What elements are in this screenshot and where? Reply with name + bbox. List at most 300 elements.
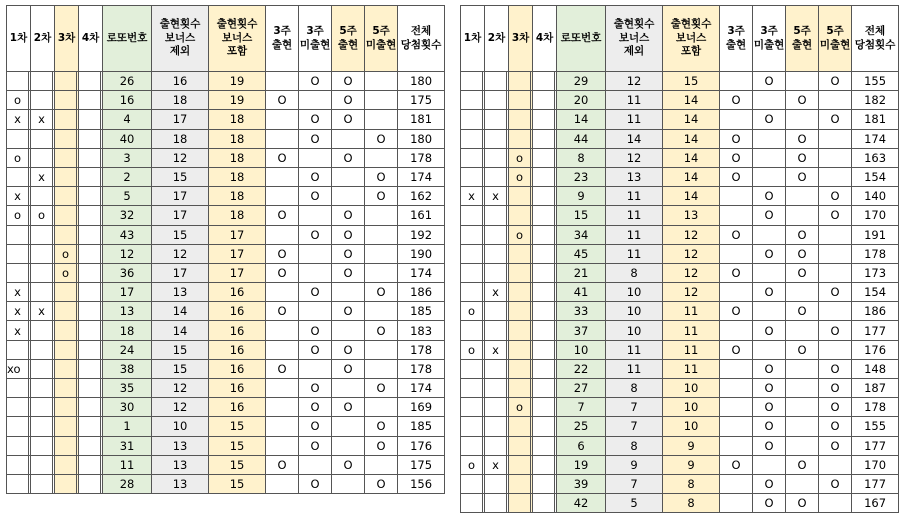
three-week-not-appeared-cell: O <box>299 225 332 244</box>
history-1cha <box>461 129 483 148</box>
history-4cha <box>533 263 555 282</box>
lotto-number-cell: 38 <box>103 359 152 378</box>
lotto-number-cell: 44 <box>557 129 606 148</box>
total-wins-cell: 154 <box>852 283 899 302</box>
history-2cha <box>485 167 507 186</box>
total-wins-cell: 181 <box>852 110 899 129</box>
count-incl-bonus-cell: 14 <box>663 110 720 129</box>
three-week-not-appeared-cell: O <box>753 398 786 417</box>
history-1cha <box>7 455 29 474</box>
history-1cha: x <box>7 187 29 206</box>
table-row <box>7 398 445 417</box>
table-row <box>461 110 899 129</box>
three-week-not-appeared-cell: O <box>299 321 332 340</box>
history-2cha: x <box>485 455 507 474</box>
count-incl-bonus-cell: 16 <box>209 283 266 302</box>
history-3cha: o <box>55 244 77 263</box>
history-2cha: x <box>31 302 53 321</box>
table-row <box>461 148 899 167</box>
three-week-not-appeared-cell: O <box>299 167 332 186</box>
history-1cha <box>461 436 483 455</box>
header-row <box>461 6 899 72</box>
history-3cha <box>509 129 531 148</box>
count-excl-bonus-cell: 10 <box>152 417 209 436</box>
history-2cha <box>31 72 53 91</box>
count-incl-bonus-cell: 18 <box>209 206 266 225</box>
three-week-appeared-cell <box>720 379 753 398</box>
history-3cha <box>509 321 531 340</box>
header-1cha: 1차 <box>7 6 31 72</box>
five-week-not-appeared-cell <box>365 72 398 91</box>
history-2cha <box>485 321 507 340</box>
count-incl-bonus-cell: 15 <box>663 72 720 91</box>
history-2cha: o <box>31 206 53 225</box>
history-3cha <box>55 379 77 398</box>
five-week-not-appeared-cell <box>365 110 398 129</box>
history-4cha <box>533 244 555 263</box>
lotto-number-cell: 11 <box>103 455 152 474</box>
five-week-appeared-cell: O <box>332 91 365 110</box>
table-row <box>7 417 445 436</box>
five-week-not-appeared-cell <box>819 244 852 263</box>
five-week-not-appeared-cell <box>819 148 852 167</box>
three-week-not-appeared-cell <box>753 91 786 110</box>
three-week-not-appeared-cell <box>753 129 786 148</box>
history-4cha <box>533 359 555 378</box>
five-week-not-appeared-cell: O <box>365 167 398 186</box>
total-wins-cell: 162 <box>398 187 445 206</box>
count-incl-bonus-cell: 11 <box>663 321 720 340</box>
three-week-not-appeared-cell: O <box>299 283 332 302</box>
count-excl-bonus-cell: 14 <box>152 321 209 340</box>
count-incl-bonus-cell: 12 <box>663 263 720 282</box>
count-incl-bonus-cell: 14 <box>663 91 720 110</box>
history-1cha <box>461 359 483 378</box>
header-3week-appeared: 3주 출현 <box>720 6 753 72</box>
five-week-not-appeared-cell: O <box>365 321 398 340</box>
header-count-excl-bonus: 출현횟수 보너스 제외 <box>606 6 663 72</box>
count-excl-bonus-cell: 11 <box>606 244 663 263</box>
total-wins-cell: 186 <box>852 302 899 321</box>
total-wins-cell: 191 <box>852 225 899 244</box>
history-2cha <box>31 321 53 340</box>
count-excl-bonus-cell: 15 <box>152 167 209 186</box>
count-excl-bonus-cell: 7 <box>606 398 663 417</box>
header-1cha: 1차 <box>461 6 485 72</box>
count-incl-bonus-cell: 18 <box>209 110 266 129</box>
lotto-number-cell: 22 <box>557 359 606 378</box>
lotto-number-cell: 3 <box>103 148 152 167</box>
count-excl-bonus-cell: 11 <box>606 187 663 206</box>
count-excl-bonus-cell: 18 <box>152 129 209 148</box>
history-3cha <box>509 494 531 513</box>
three-week-not-appeared-cell: O <box>753 187 786 206</box>
history-2cha <box>31 244 53 263</box>
three-week-not-appeared-cell: O <box>299 110 332 129</box>
history-3cha <box>55 91 77 110</box>
three-week-appeared-cell: O <box>720 91 753 110</box>
history-4cha <box>533 417 555 436</box>
count-incl-bonus-cell: 14 <box>663 167 720 186</box>
count-incl-bonus-cell: 8 <box>663 474 720 493</box>
history-3cha <box>55 359 77 378</box>
count-incl-bonus-cell: 12 <box>663 225 720 244</box>
history-3cha <box>55 187 77 206</box>
history-1cha <box>7 225 29 244</box>
lotto-number-cell: 5 <box>103 187 152 206</box>
history-4cha <box>533 283 555 302</box>
three-week-appeared-cell: O <box>266 148 299 167</box>
history-3cha <box>509 72 531 91</box>
three-week-not-appeared-cell <box>753 455 786 474</box>
five-week-not-appeared-cell: O <box>365 187 398 206</box>
five-week-appeared-cell <box>786 359 819 378</box>
three-week-not-appeared-cell <box>299 302 332 321</box>
header-lotto-number: 로또번호 <box>557 6 606 72</box>
five-week-not-appeared-cell <box>819 263 852 282</box>
history-2cha <box>31 91 53 110</box>
history-3cha: o <box>509 225 531 244</box>
header-5week-appeared: 5주 출현 <box>786 6 819 72</box>
history-1cha <box>461 494 483 513</box>
five-week-appeared-cell: O <box>786 129 819 148</box>
count-excl-bonus-cell: 12 <box>152 148 209 167</box>
left-lotto-table <box>6 5 445 494</box>
history-4cha <box>533 494 555 513</box>
history-4cha <box>79 225 101 244</box>
history-2cha <box>485 110 507 129</box>
total-wins-cell: 170 <box>852 455 899 474</box>
history-4cha <box>79 436 101 455</box>
history-4cha <box>79 72 101 91</box>
three-week-not-appeared-cell <box>299 91 332 110</box>
history-2cha <box>485 379 507 398</box>
lotto-number-cell: 14 <box>557 110 606 129</box>
count-excl-bonus-cell: 10 <box>606 302 663 321</box>
total-wins-cell: 180 <box>398 129 445 148</box>
history-3cha <box>55 72 77 91</box>
history-2cha <box>31 455 53 474</box>
count-incl-bonus-cell: 19 <box>209 91 266 110</box>
lotto-number-cell: 8 <box>557 148 606 167</box>
history-3cha: o <box>509 167 531 186</box>
total-wins-cell: 187 <box>852 379 899 398</box>
history-3cha <box>509 206 531 225</box>
total-wins-cell: 170 <box>852 206 899 225</box>
history-3cha: o <box>509 148 531 167</box>
three-week-not-appeared-cell <box>299 148 332 167</box>
history-2cha <box>485 148 507 167</box>
count-incl-bonus-cell: 15 <box>209 474 266 493</box>
three-week-not-appeared-cell: O <box>299 474 332 493</box>
table-row <box>461 167 899 186</box>
three-week-appeared-cell: O <box>720 340 753 359</box>
three-week-not-appeared-cell: O <box>299 379 332 398</box>
history-1cha <box>7 263 29 282</box>
history-1cha <box>7 340 29 359</box>
lotto-number-cell: 39 <box>557 474 606 493</box>
history-4cha <box>79 398 101 417</box>
history-2cha <box>31 187 53 206</box>
total-wins-cell: 190 <box>398 244 445 263</box>
header-lotto-number: 로또번호 <box>103 6 152 72</box>
five-week-appeared-cell <box>786 72 819 91</box>
history-4cha <box>533 148 555 167</box>
history-2cha: x <box>485 283 507 302</box>
total-wins-cell: 185 <box>398 302 445 321</box>
history-1cha: x <box>7 110 29 129</box>
five-week-not-appeared-cell <box>365 206 398 225</box>
count-excl-bonus-cell: 5 <box>606 494 663 513</box>
table-row <box>461 359 899 378</box>
three-week-appeared-cell: O <box>266 359 299 378</box>
lotto-number-cell: 15 <box>557 206 606 225</box>
three-week-appeared-cell <box>720 494 753 513</box>
three-week-not-appeared-cell: O <box>299 129 332 148</box>
header-count-incl-bonus: 출현횟수 보너스 포함 <box>663 6 720 72</box>
five-week-not-appeared-cell <box>365 340 398 359</box>
header-count-incl-bonus: 출현횟수 보너스 포함 <box>209 6 266 72</box>
three-week-appeared-cell: O <box>266 206 299 225</box>
history-3cha <box>509 244 531 263</box>
three-week-appeared-cell <box>720 244 753 263</box>
table-row <box>461 263 899 282</box>
history-3cha <box>55 455 77 474</box>
history-1cha <box>7 474 29 493</box>
three-week-appeared-cell <box>720 474 753 493</box>
table-row <box>461 187 899 206</box>
three-week-appeared-cell: O <box>720 302 753 321</box>
history-4cha <box>79 91 101 110</box>
five-week-appeared-cell: O <box>332 225 365 244</box>
three-week-appeared-cell <box>720 110 753 129</box>
table-row <box>461 244 899 263</box>
history-2cha <box>485 244 507 263</box>
table-row <box>7 148 445 167</box>
table-row <box>461 340 899 359</box>
count-incl-bonus-cell: 16 <box>209 321 266 340</box>
header-2cha: 2차 <box>31 6 55 72</box>
count-excl-bonus-cell: 12 <box>606 148 663 167</box>
count-excl-bonus-cell: 12 <box>606 72 663 91</box>
three-week-appeared-cell <box>266 187 299 206</box>
three-week-appeared-cell <box>720 206 753 225</box>
lotto-number-cell: 36 <box>103 263 152 282</box>
total-wins-cell: 156 <box>398 474 445 493</box>
history-3cha <box>55 321 77 340</box>
history-3cha <box>509 340 531 359</box>
history-4cha <box>79 263 101 282</box>
lotto-number-cell: 26 <box>103 72 152 91</box>
count-excl-bonus-cell: 11 <box>606 206 663 225</box>
table-row <box>7 321 445 340</box>
history-3cha <box>55 283 77 302</box>
lotto-number-cell: 17 <box>103 283 152 302</box>
five-week-not-appeared-cell <box>365 359 398 378</box>
total-wins-cell: 178 <box>852 398 899 417</box>
total-wins-cell: 148 <box>852 359 899 378</box>
three-week-not-appeared-cell: O <box>299 417 332 436</box>
history-3cha <box>55 340 77 359</box>
five-week-not-appeared-cell: O <box>819 417 852 436</box>
five-week-appeared-cell <box>786 398 819 417</box>
table-row <box>7 72 445 91</box>
three-week-appeared-cell <box>266 340 299 359</box>
table-row <box>7 436 445 455</box>
count-incl-bonus-cell: 16 <box>209 398 266 417</box>
history-4cha <box>79 244 101 263</box>
history-2cha <box>485 129 507 148</box>
history-2cha <box>31 417 53 436</box>
count-incl-bonus-cell: 17 <box>209 244 266 263</box>
count-incl-bonus-cell: 19 <box>209 72 266 91</box>
total-wins-cell: 185 <box>398 417 445 436</box>
history-4cha <box>79 283 101 302</box>
history-1cha <box>461 321 483 340</box>
five-week-not-appeared-cell: O <box>819 474 852 493</box>
five-week-appeared-cell <box>786 283 819 302</box>
five-week-appeared-cell: O <box>332 302 365 321</box>
count-incl-bonus-cell: 12 <box>663 244 720 263</box>
count-incl-bonus-cell: 14 <box>663 148 720 167</box>
three-week-not-appeared-cell <box>753 302 786 321</box>
header-total-wins: 전체 당첨횟수 <box>398 6 445 72</box>
five-week-appeared-cell <box>786 436 819 455</box>
total-wins-cell: 192 <box>398 225 445 244</box>
count-incl-bonus-cell: 9 <box>663 436 720 455</box>
history-3cha <box>509 359 531 378</box>
five-week-not-appeared-cell <box>365 263 398 282</box>
header-3week-not-appeared: 3주 미출현 <box>299 6 332 72</box>
history-2cha <box>485 225 507 244</box>
table-row <box>461 72 899 91</box>
table-row <box>461 474 899 493</box>
count-excl-bonus-cell: 8 <box>606 436 663 455</box>
five-week-appeared-cell <box>786 379 819 398</box>
history-1cha <box>461 417 483 436</box>
table-row <box>461 206 899 225</box>
five-week-not-appeared-cell <box>365 148 398 167</box>
table-row <box>461 321 899 340</box>
total-wins-cell: 169 <box>398 398 445 417</box>
count-excl-bonus-cell: 9 <box>606 455 663 474</box>
header-count-excl-bonus: 출현횟수 보너스 제외 <box>152 6 209 72</box>
three-week-not-appeared-cell <box>299 359 332 378</box>
history-3cha <box>55 436 77 455</box>
lotto-number-cell: 27 <box>557 379 606 398</box>
history-3cha <box>509 302 531 321</box>
five-week-appeared-cell: O <box>786 167 819 186</box>
three-week-not-appeared-cell: O <box>753 379 786 398</box>
history-2cha <box>485 417 507 436</box>
three-week-appeared-cell: O <box>720 455 753 474</box>
lotto-number-cell: 45 <box>557 244 606 263</box>
history-2cha <box>31 398 53 417</box>
history-3cha <box>55 302 77 321</box>
three-week-not-appeared-cell: O <box>299 72 332 91</box>
count-incl-bonus-cell: 15 <box>209 417 266 436</box>
history-4cha <box>533 379 555 398</box>
three-week-appeared-cell <box>266 129 299 148</box>
history-1cha: xo <box>7 359 29 378</box>
count-incl-bonus-cell: 10 <box>663 398 720 417</box>
history-2cha <box>31 436 53 455</box>
table-row <box>461 302 899 321</box>
total-wins-cell: 173 <box>852 263 899 282</box>
header-3cha: 3차 <box>509 6 533 72</box>
count-incl-bonus-cell: 13 <box>663 206 720 225</box>
five-week-not-appeared-cell <box>819 455 852 474</box>
history-1cha: o <box>461 340 483 359</box>
table-row <box>7 129 445 148</box>
history-1cha <box>7 129 29 148</box>
total-wins-cell: 174 <box>398 263 445 282</box>
three-week-not-appeared-cell <box>753 167 786 186</box>
count-excl-bonus-cell: 11 <box>606 91 663 110</box>
five-week-not-appeared-cell <box>365 244 398 263</box>
five-week-appeared-cell <box>786 110 819 129</box>
five-week-not-appeared-cell: O <box>819 436 852 455</box>
three-week-not-appeared-cell: O <box>753 474 786 493</box>
three-week-not-appeared-cell: O <box>753 283 786 302</box>
history-1cha: o <box>461 302 483 321</box>
history-2cha <box>31 148 53 167</box>
header-4cha: 4차 <box>79 6 103 72</box>
history-1cha <box>7 379 29 398</box>
count-incl-bonus-cell: 17 <box>209 263 266 282</box>
history-1cha <box>461 244 483 263</box>
count-incl-bonus-cell: 16 <box>209 359 266 378</box>
count-incl-bonus-cell: 10 <box>663 379 720 398</box>
total-wins-cell: 155 <box>852 417 899 436</box>
total-wins-cell: 174 <box>398 167 445 186</box>
count-incl-bonus-cell: 18 <box>209 167 266 186</box>
count-incl-bonus-cell: 17 <box>209 225 266 244</box>
count-excl-bonus-cell: 8 <box>606 263 663 282</box>
lotto-number-cell: 28 <box>103 474 152 493</box>
five-week-appeared-cell: O <box>786 148 819 167</box>
count-incl-bonus-cell: 10 <box>663 417 720 436</box>
three-week-appeared-cell <box>266 283 299 302</box>
table-row <box>7 167 445 186</box>
count-excl-bonus-cell: 13 <box>152 283 209 302</box>
history-4cha <box>533 91 555 110</box>
total-wins-cell: 167 <box>852 494 899 513</box>
three-week-appeared-cell <box>720 436 753 455</box>
three-week-appeared-cell: O <box>266 263 299 282</box>
count-excl-bonus-cell: 14 <box>606 129 663 148</box>
count-excl-bonus-cell: 17 <box>152 187 209 206</box>
count-excl-bonus-cell: 11 <box>606 110 663 129</box>
five-week-not-appeared-cell <box>365 225 398 244</box>
five-week-appeared-cell: O <box>332 110 365 129</box>
history-4cha <box>533 455 555 474</box>
history-1cha <box>7 244 29 263</box>
total-wins-cell: 174 <box>852 129 899 148</box>
count-incl-bonus-cell: 16 <box>209 302 266 321</box>
five-week-appeared-cell <box>332 474 365 493</box>
three-week-appeared-cell <box>266 398 299 417</box>
lotto-number-cell: 13 <box>103 302 152 321</box>
history-2cha <box>31 263 53 282</box>
history-2cha <box>485 206 507 225</box>
five-week-not-appeared-cell: O <box>365 283 398 302</box>
history-3cha <box>509 474 531 493</box>
history-2cha <box>485 436 507 455</box>
three-week-appeared-cell <box>720 398 753 417</box>
history-1cha: o <box>461 455 483 474</box>
count-excl-bonus-cell: 11 <box>606 359 663 378</box>
